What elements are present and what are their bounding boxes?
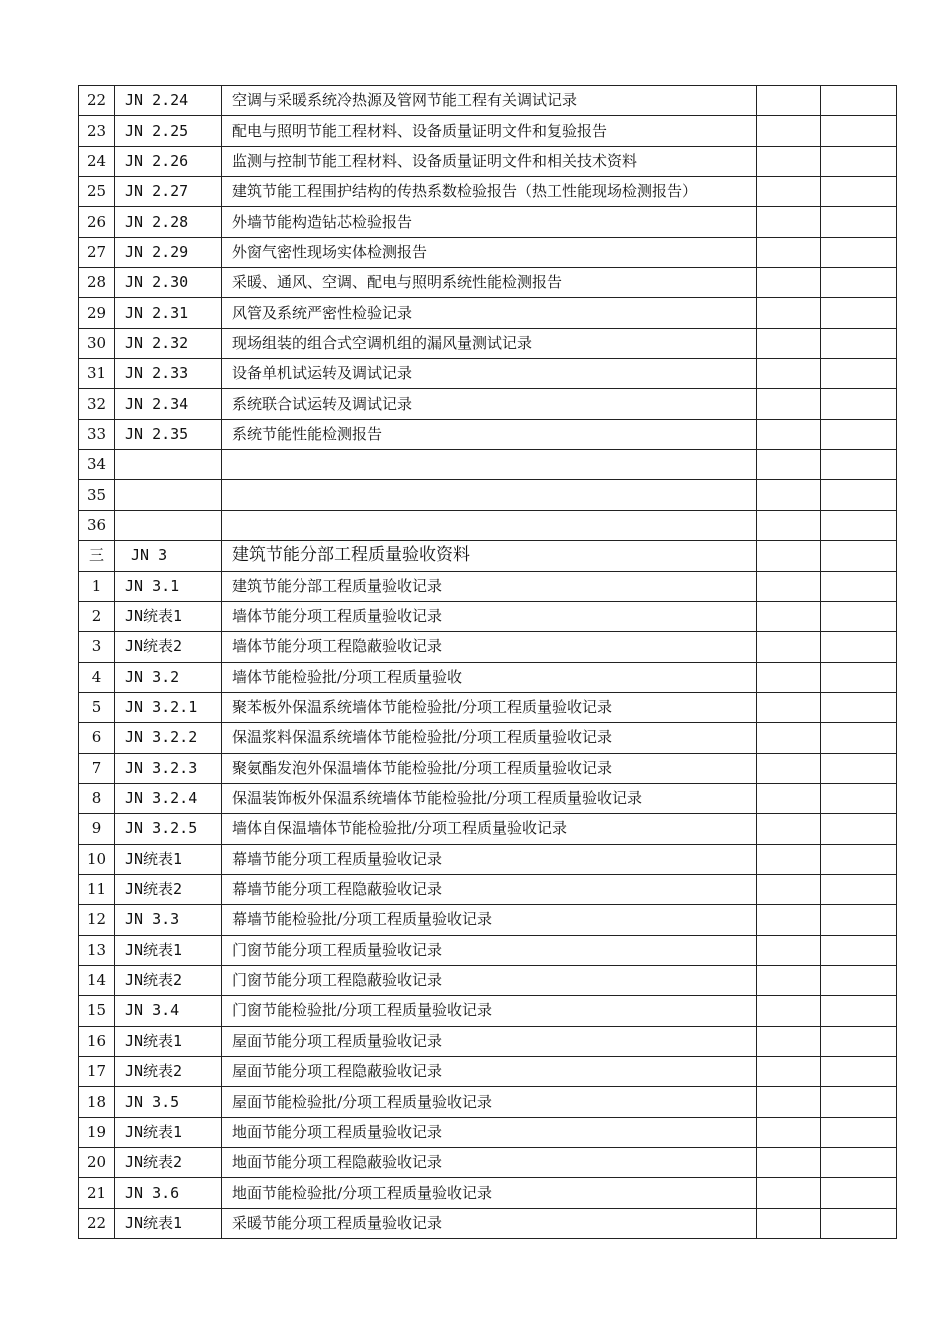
- row-blank-cell-a: [757, 450, 821, 480]
- row-code: JN 2.33: [115, 359, 222, 389]
- row-title: 墙体节能分项工程质量验收记录: [222, 601, 757, 631]
- row-blank-cell-b: [821, 480, 897, 510]
- row-blank-cell-a: [757, 723, 821, 753]
- row-number: 12: [79, 905, 115, 935]
- row-title: 保温浆料保温系统墙体节能检验批/分项工程质量验收记录: [222, 723, 757, 753]
- row-blank-cell-b: [821, 1087, 897, 1117]
- row-number: 10: [79, 844, 115, 874]
- row-code: JN统表1: [115, 844, 222, 874]
- row-blank-cell-b: [821, 1026, 897, 1056]
- row-number: 三: [79, 541, 115, 571]
- row-title: 门窗节能检验批/分项工程质量验收记录: [222, 996, 757, 1026]
- table-row: [79, 1057, 897, 1087]
- row-number: 18: [79, 1087, 115, 1117]
- table-row: [79, 1087, 897, 1117]
- row-number: 5: [79, 692, 115, 722]
- row-code: JN 3.2.4: [115, 783, 222, 813]
- row-blank-cell-b: [821, 571, 897, 601]
- row-blank-cell-a: [757, 510, 821, 540]
- row-code: JN统表1: [115, 935, 222, 965]
- row-code: JN统表1: [115, 1026, 222, 1056]
- row-blank-cell-b: [821, 935, 897, 965]
- row-blank-cell-a: [757, 1026, 821, 1056]
- row-blank-cell-a: [757, 480, 821, 510]
- table-row: [79, 996, 897, 1026]
- table-row: [79, 116, 897, 146]
- row-blank-cell-b: [821, 601, 897, 631]
- table-row: [79, 207, 897, 237]
- row-title: 风管及系统严密性检验记录: [222, 298, 757, 328]
- row-blank-cell-a: [757, 1208, 821, 1238]
- row-blank-cell-b: [821, 328, 897, 358]
- row-code: JN统表2: [115, 965, 222, 995]
- row-title: 建筑节能分部工程质量验收记录: [222, 571, 757, 601]
- table-row: [79, 1178, 897, 1208]
- row-blank-cell-a: [757, 692, 821, 722]
- row-code: JN 2.34: [115, 389, 222, 419]
- row-code: JN 3: [115, 541, 222, 571]
- row-code: JN 2.29: [115, 237, 222, 267]
- row-title: 墙体节能检验批/分项工程质量验收: [222, 662, 757, 692]
- row-title: 屋面节能检验批/分项工程质量验收记录: [222, 1087, 757, 1117]
- row-title: [222, 510, 757, 540]
- row-number: 14: [79, 965, 115, 995]
- row-blank-cell-b: [821, 207, 897, 237]
- row-blank-cell-b: [821, 965, 897, 995]
- row-blank-cell-b: [821, 783, 897, 813]
- row-code: JN 2.28: [115, 207, 222, 237]
- row-number: 19: [79, 1117, 115, 1147]
- row-blank-cell-b: [821, 359, 897, 389]
- row-blank-cell-b: [821, 753, 897, 783]
- table-row: [79, 389, 897, 419]
- row-number: 20: [79, 1148, 115, 1178]
- row-number: 35: [79, 480, 115, 510]
- row-title: [222, 480, 757, 510]
- row-number: 34: [79, 450, 115, 480]
- row-number: 26: [79, 207, 115, 237]
- row-code: JN统表2: [115, 1148, 222, 1178]
- row-code: JN 3.2.3: [115, 753, 222, 783]
- row-title: 系统联合试运转及调试记录: [222, 389, 757, 419]
- row-code: JN 3.6: [115, 1178, 222, 1208]
- row-title: 地面节能分项工程质量验收记录: [222, 1117, 757, 1147]
- table-row: [79, 510, 897, 540]
- row-blank-cell-a: [757, 662, 821, 692]
- row-title: 地面节能分项工程隐蔽验收记录: [222, 1148, 757, 1178]
- table-row: [79, 753, 897, 783]
- table-row: [79, 905, 897, 935]
- row-blank-cell-b: [821, 874, 897, 904]
- row-blank-cell-b: [821, 905, 897, 935]
- row-blank-cell-b: [821, 1178, 897, 1208]
- row-code: JN 3.3: [115, 905, 222, 935]
- row-code: JN统表2: [115, 1057, 222, 1087]
- table-row: [79, 268, 897, 298]
- table-row: [79, 237, 897, 267]
- row-blank-cell-a: [757, 116, 821, 146]
- row-code: JN 2.32: [115, 328, 222, 358]
- row-title: 外窗气密性现场实体检测报告: [222, 237, 757, 267]
- table-row: [79, 662, 897, 692]
- table-row: [79, 328, 897, 358]
- row-number: 22: [79, 86, 115, 116]
- table-row: [79, 177, 897, 207]
- row-code: JN 2.24: [115, 86, 222, 116]
- row-blank-cell-a: [757, 783, 821, 813]
- row-blank-cell-b: [821, 116, 897, 146]
- row-title: 屋面节能分项工程质量验收记录: [222, 1026, 757, 1056]
- row-title: 空调与采暖系统冷热源及管网节能工程有关调试记录: [222, 86, 757, 116]
- document-index-table: [78, 85, 897, 1239]
- row-number: 1: [79, 571, 115, 601]
- row-number: 13: [79, 935, 115, 965]
- row-number: 32: [79, 389, 115, 419]
- row-title: 采暖节能分项工程质量验收记录: [222, 1208, 757, 1238]
- table-body: [79, 86, 897, 1239]
- row-blank-cell-b: [821, 662, 897, 692]
- row-number: 23: [79, 116, 115, 146]
- row-blank-cell-a: [757, 237, 821, 267]
- row-number: 27: [79, 237, 115, 267]
- row-blank-cell-b: [821, 844, 897, 874]
- row-number: 7: [79, 753, 115, 783]
- row-blank-cell-a: [757, 177, 821, 207]
- row-blank-cell-a: [757, 632, 821, 662]
- row-title: 幕墙节能分项工程质量验收记录: [222, 844, 757, 874]
- row-title: 屋面节能分项工程隐蔽验收记录: [222, 1057, 757, 1087]
- row-title: 监测与控制节能工程材料、设备质量证明文件和相关技术资料: [222, 146, 757, 176]
- row-blank-cell-b: [821, 692, 897, 722]
- table-row: [79, 844, 897, 874]
- row-number: 31: [79, 359, 115, 389]
- row-blank-cell-b: [821, 814, 897, 844]
- row-blank-cell-a: [757, 753, 821, 783]
- row-blank-cell-b: [821, 268, 897, 298]
- row-title: 设备单机试运转及调试记录: [222, 359, 757, 389]
- row-blank-cell-a: [757, 146, 821, 176]
- row-blank-cell-a: [757, 874, 821, 904]
- row-code: [115, 450, 222, 480]
- row-number: 4: [79, 662, 115, 692]
- row-code: [115, 480, 222, 510]
- row-blank-cell-b: [821, 723, 897, 753]
- row-number: 9: [79, 814, 115, 844]
- row-code: JN 3.1: [115, 571, 222, 601]
- row-blank-cell-a: [757, 359, 821, 389]
- row-title: 幕墙节能分项工程隐蔽验收记录: [222, 874, 757, 904]
- row-blank-cell-b: [821, 177, 897, 207]
- table-row: [79, 723, 897, 753]
- table-row: [79, 965, 897, 995]
- row-code: JN 2.30: [115, 268, 222, 298]
- row-number: 6: [79, 723, 115, 753]
- table-row: [79, 1148, 897, 1178]
- row-number: 28: [79, 268, 115, 298]
- row-title: 建筑节能分部工程质量验收资料: [222, 541, 757, 571]
- row-number: 22: [79, 1208, 115, 1238]
- table-row: [79, 692, 897, 722]
- table-row: [79, 571, 897, 601]
- row-blank-cell-b: [821, 237, 897, 267]
- row-blank-cell-a: [757, 601, 821, 631]
- row-title: 聚苯板外保温系统墙体节能检验批/分项工程质量验收记录: [222, 692, 757, 722]
- row-title: 幕墙节能检验批/分项工程质量验收记录: [222, 905, 757, 935]
- row-number: 8: [79, 783, 115, 813]
- table-row: [79, 480, 897, 510]
- row-blank-cell-b: [821, 1057, 897, 1087]
- row-code: JN 2.27: [115, 177, 222, 207]
- row-title: 墙体节能分项工程隐蔽验收记录: [222, 632, 757, 662]
- row-title: 墙体自保温墙体节能检验批/分项工程质量验收记录: [222, 814, 757, 844]
- table-row: [79, 298, 897, 328]
- row-blank-cell-b: [821, 86, 897, 116]
- row-blank-cell-a: [757, 571, 821, 601]
- row-blank-cell-b: [821, 541, 897, 571]
- row-number: 17: [79, 1057, 115, 1087]
- row-blank-cell-b: [821, 510, 897, 540]
- table-row: [79, 783, 897, 813]
- row-blank-cell-b: [821, 389, 897, 419]
- table-row: [79, 359, 897, 389]
- table-row: [79, 601, 897, 631]
- row-blank-cell-a: [757, 1057, 821, 1087]
- row-code: JN 3.5: [115, 1087, 222, 1117]
- table-row: [79, 450, 897, 480]
- row-title: 现场组装的组合式空调机组的漏风量测试记录: [222, 328, 757, 358]
- row-code: JN 2.26: [115, 146, 222, 176]
- row-blank-cell-a: [757, 814, 821, 844]
- row-code: JN 2.31: [115, 298, 222, 328]
- row-blank-cell-a: [757, 965, 821, 995]
- table-row: [79, 632, 897, 662]
- row-blank-cell-b: [821, 1117, 897, 1147]
- row-title: [222, 450, 757, 480]
- row-blank-cell-a: [757, 996, 821, 1026]
- row-blank-cell-b: [821, 1208, 897, 1238]
- row-blank-cell-a: [757, 1148, 821, 1178]
- row-blank-cell-a: [757, 419, 821, 449]
- row-title: 地面节能检验批/分项工程质量验收记录: [222, 1178, 757, 1208]
- table-row: [79, 1117, 897, 1147]
- row-code: JN统表1: [115, 601, 222, 631]
- row-blank-cell-a: [757, 541, 821, 571]
- row-number: 29: [79, 298, 115, 328]
- row-title: 采暖、通风、空调、配电与照明系统性能检测报告: [222, 268, 757, 298]
- row-code: JN 3.2: [115, 662, 222, 692]
- row-blank-cell-a: [757, 935, 821, 965]
- row-title: 聚氨酯发泡外保温墙体节能检验批/分项工程质量验收记录: [222, 753, 757, 783]
- row-blank-cell-b: [821, 450, 897, 480]
- table-row: [79, 874, 897, 904]
- row-code: JN 3.2.5: [115, 814, 222, 844]
- row-code: JN 3.2.2: [115, 723, 222, 753]
- row-number: 25: [79, 177, 115, 207]
- row-blank-cell-b: [821, 632, 897, 662]
- row-number: 3: [79, 632, 115, 662]
- row-blank-cell-a: [757, 1178, 821, 1208]
- table-row: [79, 1026, 897, 1056]
- row-number: 11: [79, 874, 115, 904]
- row-blank-cell-b: [821, 298, 897, 328]
- row-code: JN 3.2.1: [115, 692, 222, 722]
- row-number: 2: [79, 601, 115, 631]
- row-title: 配电与照明节能工程材料、设备质量证明文件和复验报告: [222, 116, 757, 146]
- row-title: 系统节能性能检测报告: [222, 419, 757, 449]
- row-code: JN 2.25: [115, 116, 222, 146]
- row-code: JN统表1: [115, 1208, 222, 1238]
- row-code: JN 2.35: [115, 419, 222, 449]
- row-title: 门窗节能分项工程隐蔽验收记录: [222, 965, 757, 995]
- section-header-row: [79, 541, 897, 571]
- row-blank-cell-a: [757, 1117, 821, 1147]
- row-number: 21: [79, 1178, 115, 1208]
- table-row: [79, 1208, 897, 1238]
- row-number: 15: [79, 996, 115, 1026]
- row-number: 33: [79, 419, 115, 449]
- row-blank-cell-a: [757, 298, 821, 328]
- row-blank-cell-a: [757, 268, 821, 298]
- row-blank-cell-b: [821, 146, 897, 176]
- row-blank-cell-a: [757, 328, 821, 358]
- row-code: JN 3.4: [115, 996, 222, 1026]
- row-blank-cell-a: [757, 905, 821, 935]
- table-row: [79, 86, 897, 116]
- table-row: [79, 814, 897, 844]
- row-blank-cell-a: [757, 389, 821, 419]
- table-row: [79, 935, 897, 965]
- row-blank-cell-a: [757, 1087, 821, 1117]
- row-code: JN统表2: [115, 632, 222, 662]
- row-code: JN统表2: [115, 874, 222, 904]
- row-number: 36: [79, 510, 115, 540]
- row-title: 建筑节能工程围护结构的传热系数检验报告（热工性能现场检测报告）: [222, 177, 757, 207]
- row-blank-cell-a: [757, 86, 821, 116]
- row-number: 24: [79, 146, 115, 176]
- row-blank-cell-a: [757, 207, 821, 237]
- table-row: [79, 419, 897, 449]
- row-code: JN统表1: [115, 1117, 222, 1147]
- row-code: [115, 510, 222, 540]
- row-blank-cell-b: [821, 1148, 897, 1178]
- row-blank-cell-b: [821, 996, 897, 1026]
- row-title: 门窗节能分项工程质量验收记录: [222, 935, 757, 965]
- row-title: 外墙节能构造钻芯检验报告: [222, 207, 757, 237]
- table-row: [79, 146, 897, 176]
- row-blank-cell-a: [757, 844, 821, 874]
- row-title: 保温装饰板外保温系统墙体节能检验批/分项工程质量验收记录: [222, 783, 757, 813]
- row-number: 16: [79, 1026, 115, 1056]
- row-number: 30: [79, 328, 115, 358]
- row-blank-cell-b: [821, 419, 897, 449]
